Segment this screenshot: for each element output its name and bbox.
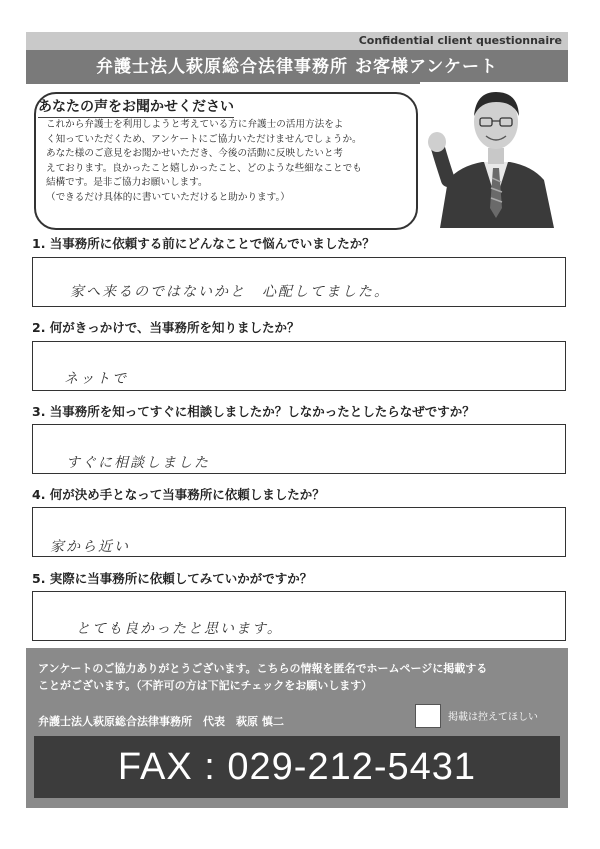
intro-line: （できるだけ具体的に書いていただけると助かります。） [46, 191, 290, 203]
intro-line: えております。良かったこと嬉しかったこと、どのような些細なことでも [46, 162, 362, 174]
opt-out-label: 掲載は控えてほしい [448, 712, 538, 723]
notice-line: アンケートのご協力ありがとうございます。こちらの情報を匿名でホームページに掲載する [38, 662, 488, 675]
answer-1-text: 家へ来るのではないかと 心配してました。 [70, 284, 390, 300]
question-2-label: 2. 何がきっかけで、当事務所を知りましたか？ [32, 320, 300, 335]
question-3-label: 3. 当事務所を知ってすぐに相談しましたか？しなかったとしたらなぜですか？ [32, 404, 475, 419]
answer-3-text: すぐに相談しました [66, 455, 210, 471]
lawyer-photo [420, 82, 570, 228]
notice-line: ことがございます。（不許可の方は下記にチェックをお願いします） [38, 679, 373, 692]
question-5-label: 5. 実際に当事務所に依頼してみていかがですか？ [32, 571, 313, 586]
firm-name: 弁護士法人萩原総合法律事務所 代表 萩原 慎二 [38, 715, 284, 728]
confidential-label: Confidential client questionnaire [26, 32, 568, 50]
page-title: 弁護士法人萩原総合法律事務所 お客様アンケート [26, 50, 568, 84]
intro-heading: あなたの声をお聞かせください [38, 96, 234, 118]
intro-line: あなた様のご意見をお聞かせいただき、今後の活動に反映したいと考 [46, 148, 344, 159]
intro-line: く知っていただくため、アンケートにご協力いただけませんでしょうか。 [46, 133, 362, 145]
answer-2-text: ネットで [64, 371, 128, 387]
footer-notice [38, 660, 558, 694]
opt-out-checkbox[interactable] [415, 704, 441, 728]
answer-5-text: とても良かったと思います。 [76, 621, 283, 637]
fax-number: FAX : 029-212-5431 [117, 746, 477, 788]
intro-text [46, 118, 414, 205]
intro-line: これから弁護士を利用しようと考えている方に弁護士の活用方法をよ [46, 119, 344, 130]
intro-line: 結構です。是非ご協力お願いします。 [46, 177, 208, 188]
question-1-label: 1. 当事務所に依頼する前にどんなことで悩んでいましたか？ [32, 236, 375, 251]
answer-4-text: 家から近い [50, 539, 130, 555]
question-4-label: 4. 何が決め手となって当事務所に依頼しましたか？ [32, 487, 325, 502]
